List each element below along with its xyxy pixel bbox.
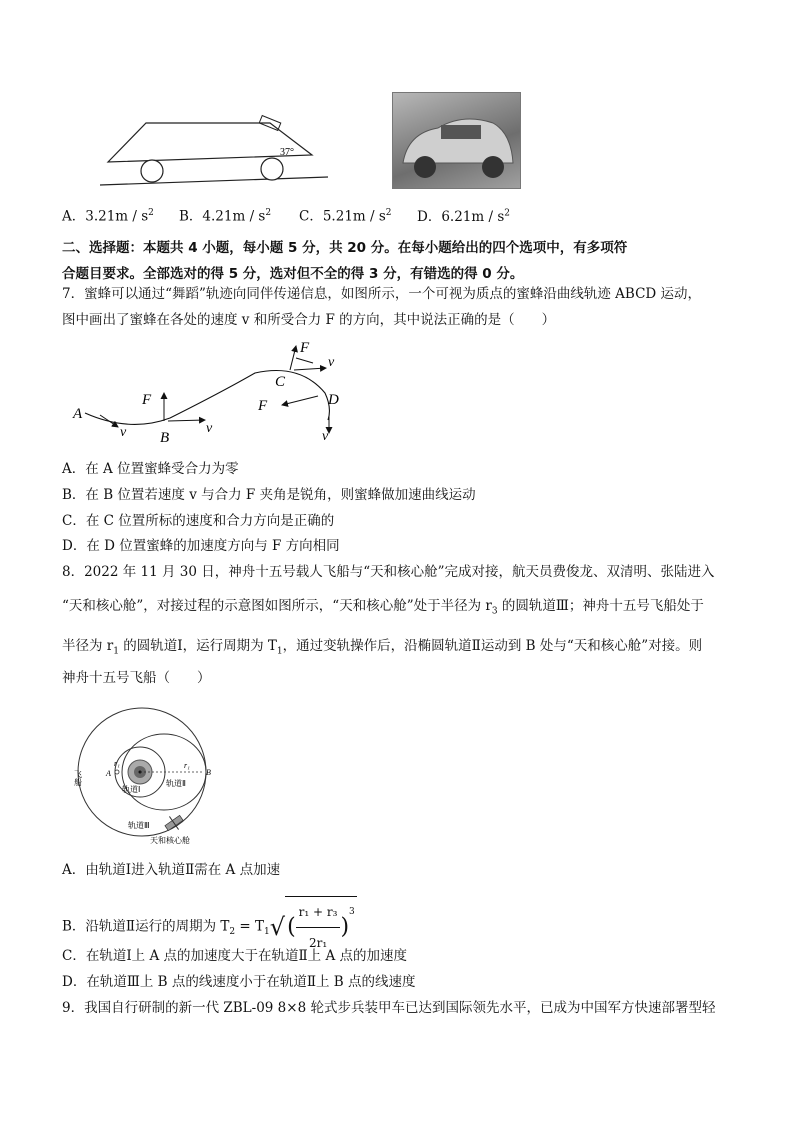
label-v-b: v <box>206 421 213 436</box>
q8-option-c: C．在轨道Ⅰ上 A 点的加速度大于在轨道Ⅱ上 A 点的加速度 <box>62 948 408 964</box>
car-photo <box>392 92 521 189</box>
section2-line2: 合题目要求。全部选对的得 5 分，选对但不全的得 3 分，有错选的得 0 分。 <box>62 266 524 282</box>
q9-line1: 9．我国自行研制的新一代 ZBL-09 8×8 轮式步兵装甲车已达到国际领先水平，已成为中国军方快速部署型轻 <box>62 1000 716 1016</box>
q8-option-a: A．由轨道Ⅰ进入轨道Ⅱ需在 A 点加速 <box>62 862 281 878</box>
q7-option-b: B．在 B 位置若速度 v 与合力 F 夹角是锐角，则蜜蜂做加速曲线运动 <box>62 487 476 503</box>
formula-exponent: 3 <box>349 907 355 917</box>
q7-line2: 图中画出了蜜蜂在各处的速度 v 和所受合力 F 的方向，其中说法正确的是（ ） <box>62 312 556 328</box>
q8-line3: 半径为 $r_1$ 的圆轨道Ⅰ，运行周期为 $T_1$，通过变轨操作后，沿椭圆轨道Ⅱ运动到 B 处与“天和核心舱”对接。则 <box>62 638 703 657</box>
label-f-b: F <box>142 392 152 408</box>
label-c: C <box>275 374 286 390</box>
label-f-c-up: F <box>300 340 310 356</box>
q8-line2: “天和核心舱”，对接过程的示意图如图所示，“天和核心舱”处于半径为 $r_3$ 的圆轨道Ⅲ；神舟十五号飞船处于 <box>62 598 704 617</box>
label-ship: 飞船 <box>73 770 83 786</box>
label-f-d: F <box>258 398 268 414</box>
label-station: 天和核心舱 <box>150 836 190 845</box>
formula-numerator: r₁ + r₃ <box>296 897 341 928</box>
label-r1: r₁ <box>114 759 120 768</box>
bee-trajectory-figure <box>70 338 350 446</box>
q8-option-d: D．在轨道Ⅲ上 B 点的线速度小于在轨道Ⅱ上 B 点的线速度 <box>62 974 416 990</box>
q6-option-d: D．$6.21m / s^2$ <box>417 208 510 225</box>
label-b: B <box>160 430 170 446</box>
label-r1-dashed: r₁ <box>184 761 190 770</box>
q6-option-b: B．$4.21m / s^2$ <box>179 208 272 225</box>
orbit-figure <box>70 700 220 850</box>
formula-denominator: 2r₁ <box>308 936 328 950</box>
label-v-d: v <box>322 429 329 444</box>
label-b-point: B <box>206 768 211 777</box>
label-v-c: v <box>328 355 335 370</box>
q6-option-c: C．$5.21m / s^2$ <box>299 208 392 225</box>
q7-option-d: D．在 D 位置蜜蜂的加速度方向与 F 方向相同 <box>62 538 340 554</box>
label-d: D <box>328 392 339 408</box>
q8-line1: 8．2022 年 11 月 30 日，神舟十五号载人飞船与“天和核心舱”完成对接，航天员费俊龙、双清明、张陆进入 <box>62 564 715 580</box>
label-track3: 轨道Ⅲ <box>128 821 150 830</box>
angle-label: 37° <box>280 147 294 158</box>
label-a-point: A <box>106 769 111 778</box>
q7-option-c: C．在 C 位置所标的速度和合力方向是正确的 <box>62 513 335 529</box>
truck-figure <box>100 105 330 190</box>
q7-option-a: A．在 A 位置蜜蜂受合力为零 <box>62 461 239 477</box>
label-track1: 轨道Ⅰ <box>122 785 141 794</box>
q6-options <box>62 203 510 227</box>
section2-line1: 二、选择题：本题共 4 小题，每小题 5 分，共 20 分。在每小题给出的四个选项中，有多项符 <box>62 240 628 256</box>
q6-option-a: A．$3.21m / s^2$ <box>62 208 154 225</box>
label-v-a: v <box>120 425 127 440</box>
q8-option-b: B．沿轨道Ⅱ运行的周期为 $T_2 = T_1√$( $\frac{\text{r₁ + r₃}}{\text{2r₁}}$ )$^3$ <box>62 896 357 958</box>
label-track2: 轨道Ⅱ <box>166 779 186 788</box>
label-a: A <box>73 406 83 422</box>
q7-line1: 7．蜜蜂可以通过“舞蹈”轨迹向同伴传递信息，如图所示，一个可视为质点的蜜蜂沿曲线轨迹 ABCD 运动， <box>62 286 702 302</box>
q8-line4: 神舟十五号飞船（ ） <box>62 670 211 686</box>
